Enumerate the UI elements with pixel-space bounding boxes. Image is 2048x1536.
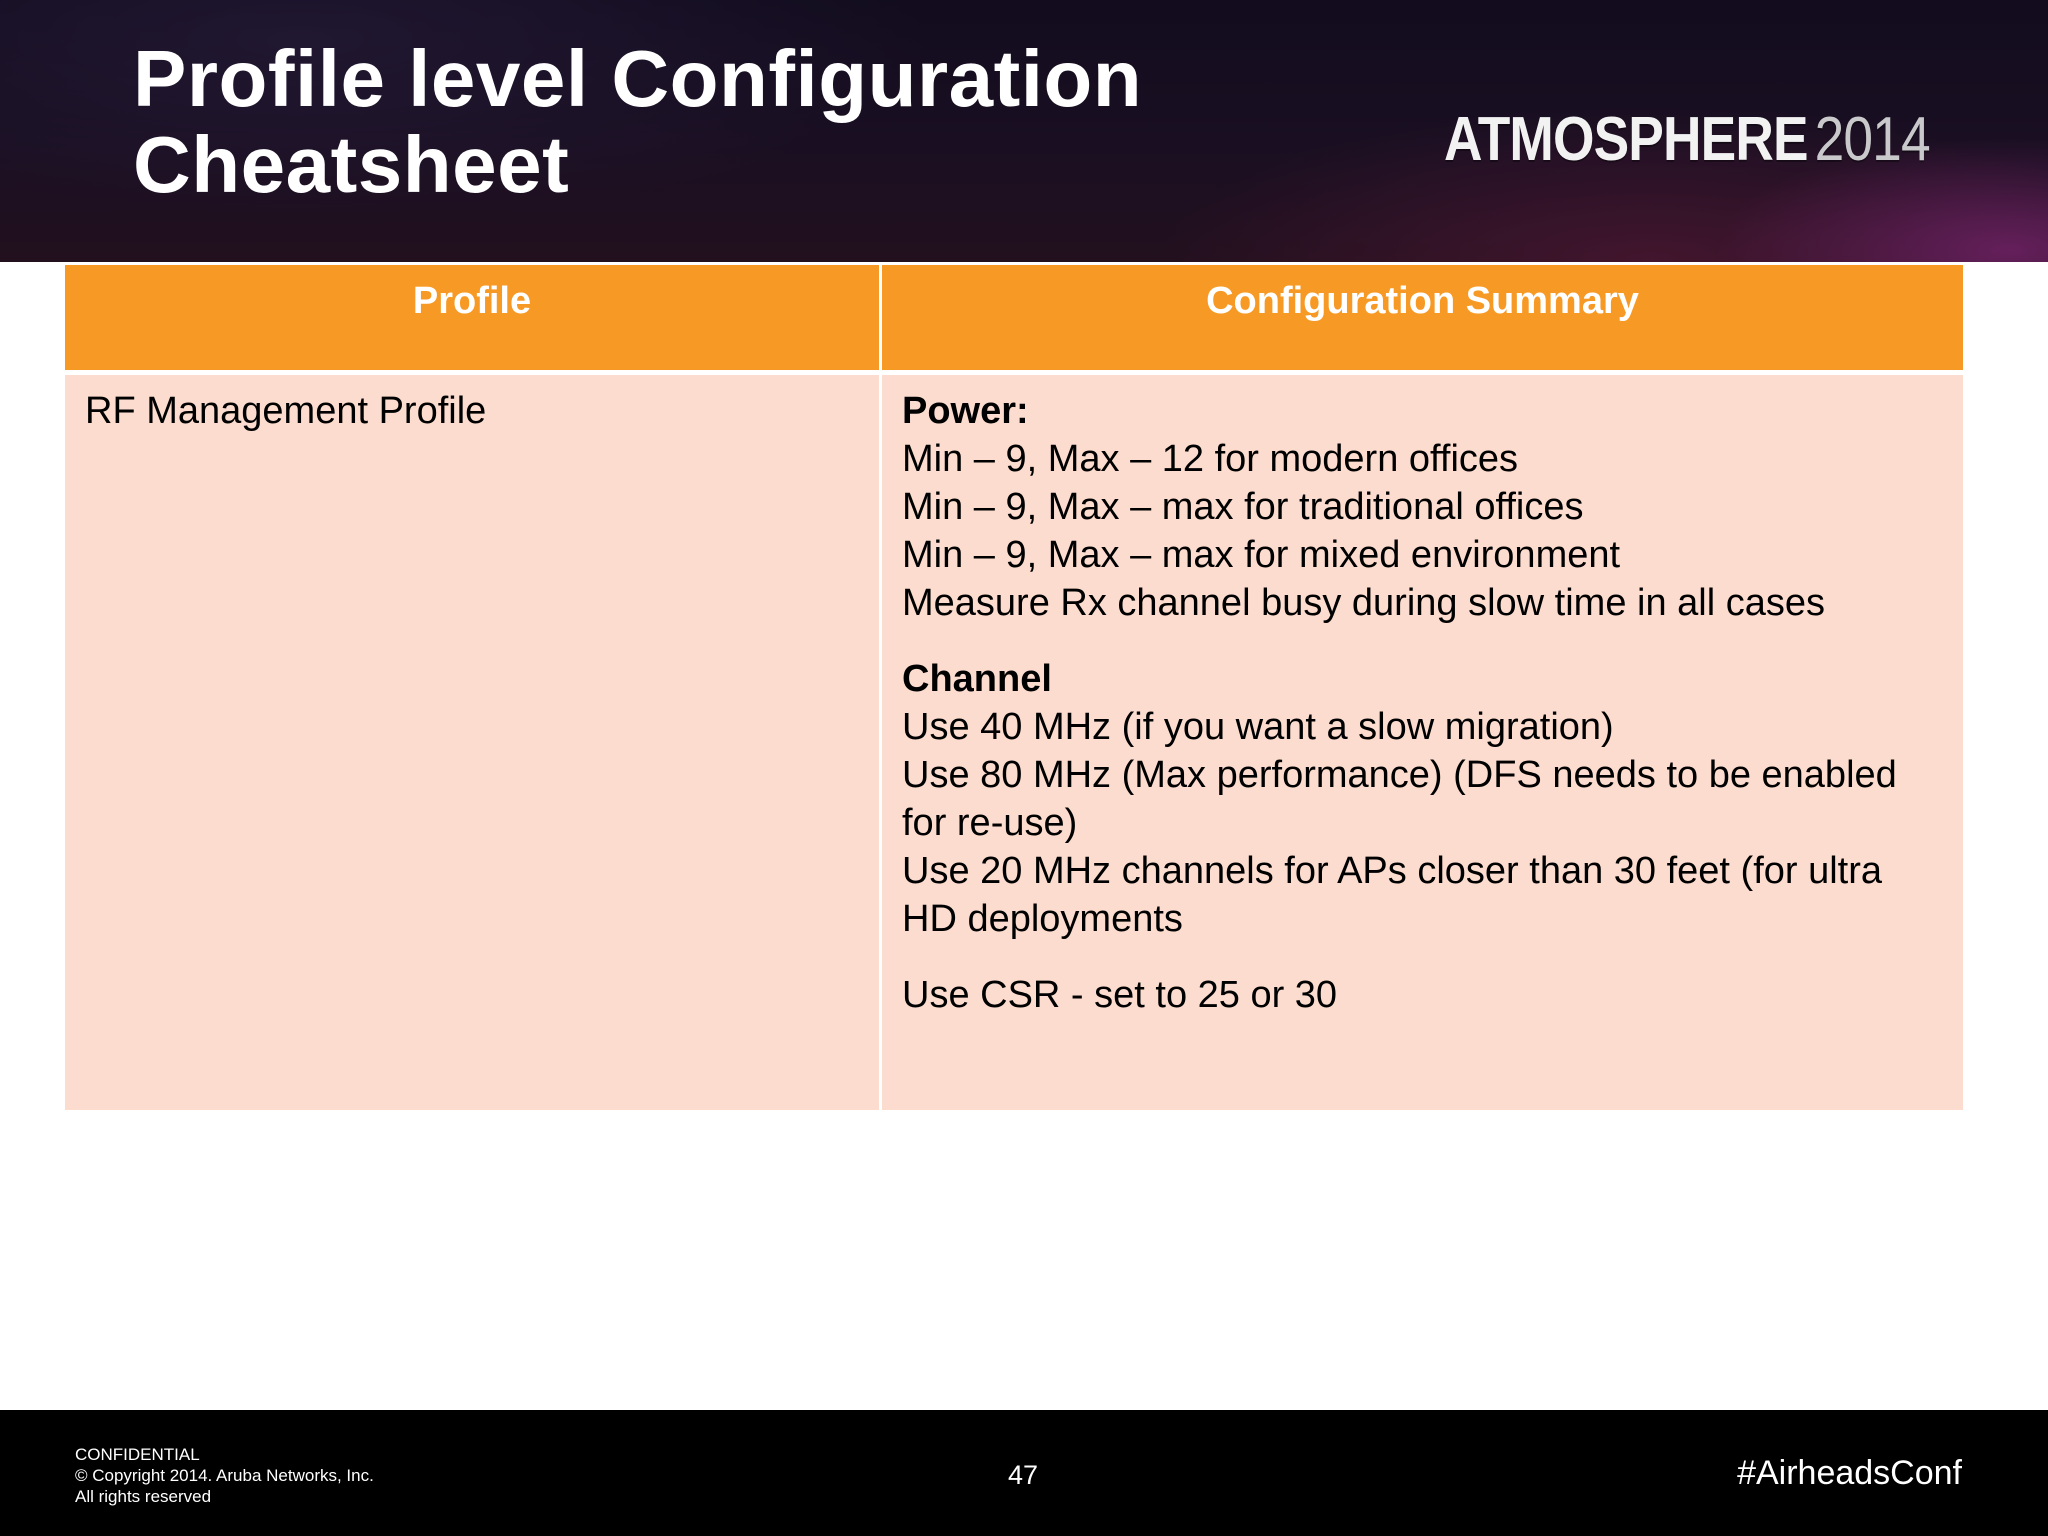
- confidential-notice: [75, 1444, 374, 1507]
- profile-cell: [65, 375, 879, 1110]
- spacer: [902, 943, 1943, 971]
- slide-header: [0, 0, 2048, 262]
- slide-title-line-2: Cheatsheet: [133, 120, 570, 209]
- profile-name: RF Management Profile: [85, 390, 487, 432]
- atmosphere-logo: [1444, 100, 1930, 180]
- channel-line-1: Use 40 MHz (if you want a slow migration): [902, 706, 1614, 748]
- table-row: [65, 375, 1963, 1110]
- power-line-2: Min – 9, Max – max for traditional offices: [902, 486, 1584, 528]
- csr-line: Use CSR - set to 25 or 30: [902, 974, 1338, 1016]
- logo-year: 2014: [1814, 105, 1930, 174]
- power-heading: Power:: [902, 390, 1029, 432]
- config-table: [65, 265, 1963, 1110]
- page-number: 47: [1008, 1460, 1039, 1490]
- confidential-line-3: All rights reserved: [75, 1487, 212, 1506]
- slide-footer: [0, 1410, 2048, 1536]
- channel-heading: Channel: [902, 658, 1052, 700]
- summary-cell: [882, 375, 1963, 1110]
- slide-title-line-1: Profile level Configuration: [133, 34, 1143, 123]
- slide-title: [133, 36, 1142, 208]
- channel-line-3: Use 20 MHz channels for APs closer than 30 feet (for ultra HD deployments: [902, 850, 1883, 940]
- confidential-line-1: CONFIDENTIAL: [75, 1445, 200, 1464]
- channel-line-2: Use 80 MHz (Max performance) (DFS needs to be enabled for re-use): [902, 754, 1897, 844]
- spacer: [902, 627, 1943, 655]
- confidential-line-2: © Copyright 2014. Aruba Networks, Inc.: [75, 1466, 374, 1485]
- power-line-3: Min – 9, Max – max for mixed environment: [902, 534, 1621, 576]
- logo-word: ATMOSPHERE: [1444, 105, 1808, 174]
- power-line-1: Min – 9, Max – 12 for modern offices: [902, 438, 1519, 480]
- header-profile: Profile: [65, 265, 879, 370]
- header-configuration-summary: Configuration Summary: [882, 265, 1963, 370]
- hashtag: #AirheadsConf: [1737, 1454, 1962, 1492]
- power-line-4: Measure Rx channel busy during slow time in all cases: [902, 582, 1825, 624]
- table-header-row: [65, 265, 1963, 370]
